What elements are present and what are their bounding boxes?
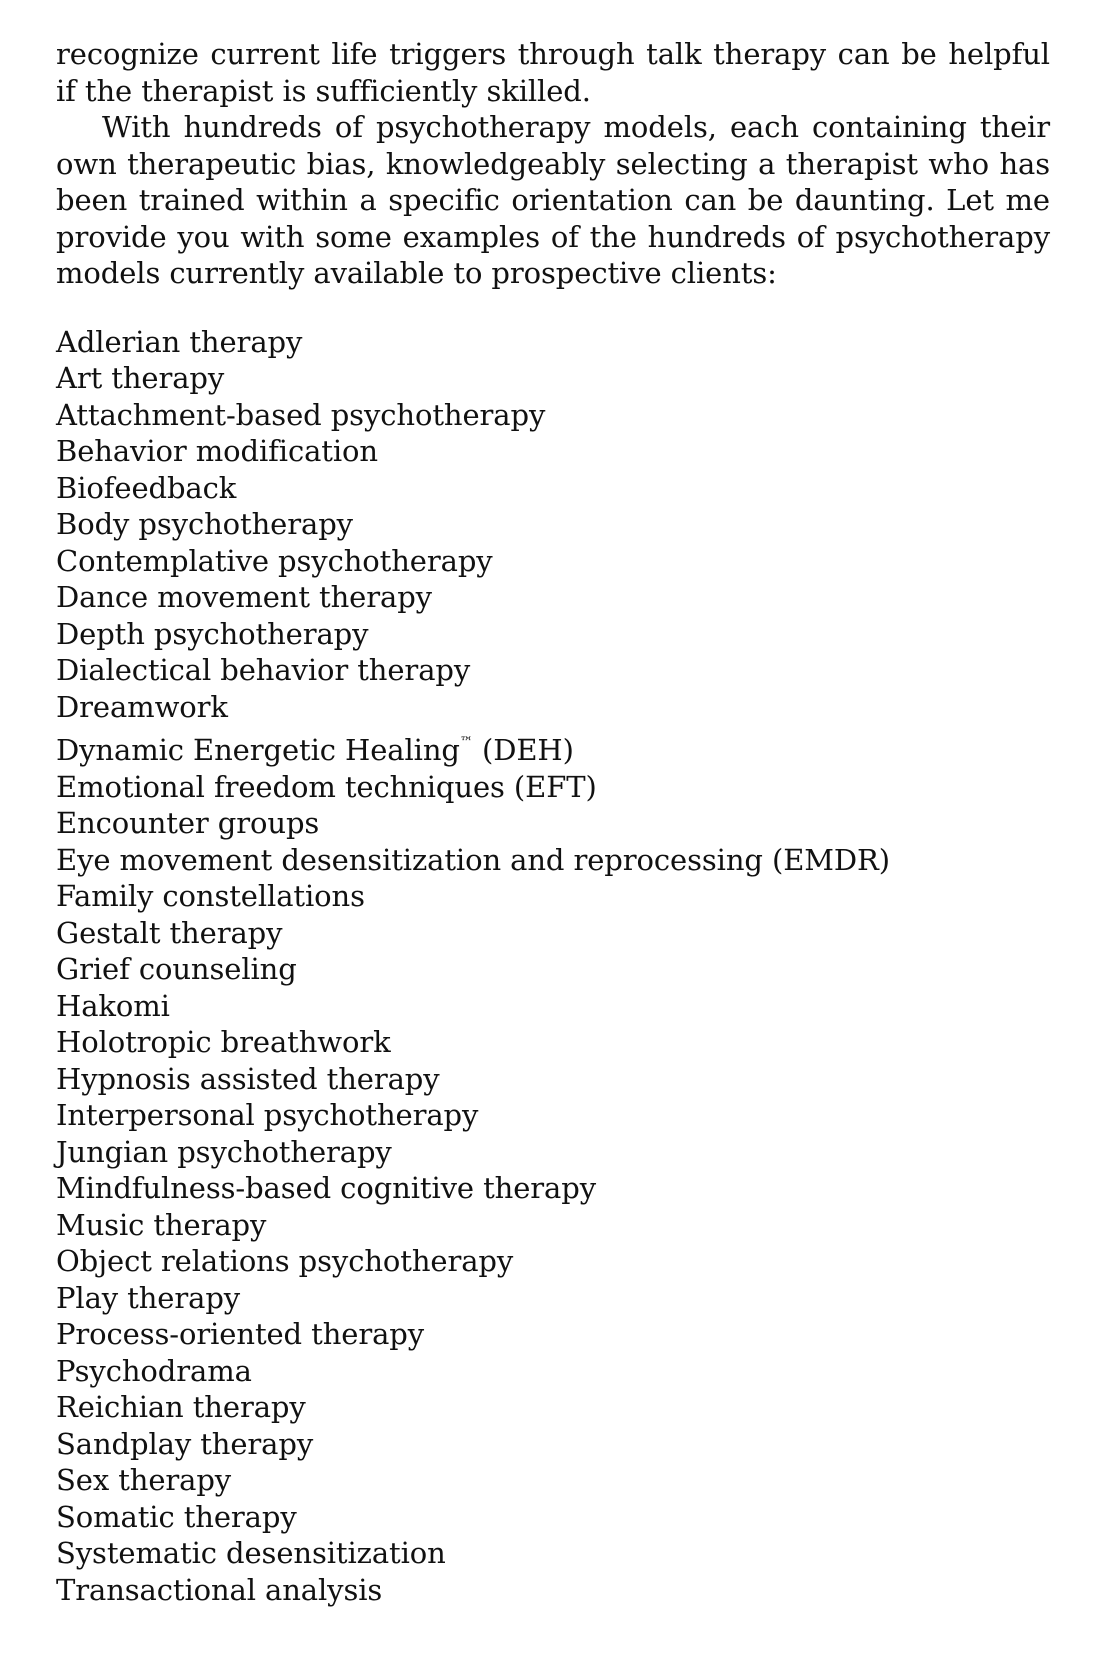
list-item: Jungian psychotherapy: [56, 1134, 392, 1169]
list-item: Somatic therapy: [56, 1499, 297, 1534]
list-item: Adlerian therapy: [56, 324, 303, 359]
list-item: Interpersonal psychotherapy: [56, 1098, 479, 1132]
list-item: Object relations psychotherapy: [56, 1244, 514, 1278]
list-item: Dance movement therapy: [56, 580, 432, 614]
list-item: Psychodrama: [56, 1353, 252, 1388]
list-item: Sex therapy: [56, 1463, 232, 1497]
list-item: Art therapy: [56, 361, 225, 395]
list-item-deh: [56, 725, 1050, 769]
trademark-symbol: ™: [459, 735, 473, 750]
list-item: Hypnosis assisted therapy: [56, 1061, 440, 1096]
deh-abbreviation: (DEH): [472, 733, 574, 767]
list-item: Eye movement desensitization and reprocessing (EMDR): [56, 842, 890, 877]
deh-name: Dynamic Energetic Healing: [56, 733, 460, 767]
list-item: Transactional analysis: [56, 1572, 383, 1607]
list-item: Systematic desensitization: [56, 1536, 446, 1570]
therapy-list: [56, 324, 1050, 1609]
page-content: [56, 36, 1050, 1608]
list-item: Play therapy: [56, 1280, 241, 1315]
list-item: Hakomi: [56, 988, 170, 1023]
list-item: Grief counseling: [56, 952, 297, 986]
list-item: Contemplative psychotherapy: [56, 543, 493, 578]
list-item: Reichian therapy: [56, 1390, 306, 1424]
list-item: Gestalt therapy: [56, 915, 283, 950]
list-item: Sandplay therapy: [56, 1426, 314, 1461]
list-item: Mindfulness-based cognitive therapy: [56, 1171, 596, 1205]
list-item: Dialectical behavior therapy: [56, 653, 471, 687]
list-item: Biofeedback: [56, 470, 237, 505]
list-item: Behavior modification: [56, 434, 378, 468]
list-item: Holotropic breathwork: [56, 1025, 391, 1059]
paragraph-intro: With hundreds of psychotherapy models, each containing their own therapeutic bias, knowledgeably selecting a therapist who has been trained within a specific orientation can be daunting. Let me provide you with some examples of the hundreds of psychotherapy models currently available to prospective clients:: [56, 110, 1050, 290]
list-item: Process-oriented therapy: [56, 1317, 425, 1351]
list-item: Depth psychotherapy: [56, 616, 369, 651]
list-item: Family constellations: [56, 879, 365, 913]
paragraph-continued: recognize current life triggers through talk therapy can be helpful if the therapist is sufficiently skilled.: [56, 37, 1050, 108]
list-item: Encounter groups: [56, 806, 320, 840]
list-item: Music therapy: [56, 1207, 267, 1242]
list-item: Attachment-based psychotherapy: [56, 397, 546, 432]
list-item: Body psychotherapy: [56, 507, 353, 541]
list-item: Dreamwork: [56, 689, 228, 724]
list-item: Emotional freedom techniques (EFT): [56, 769, 597, 804]
